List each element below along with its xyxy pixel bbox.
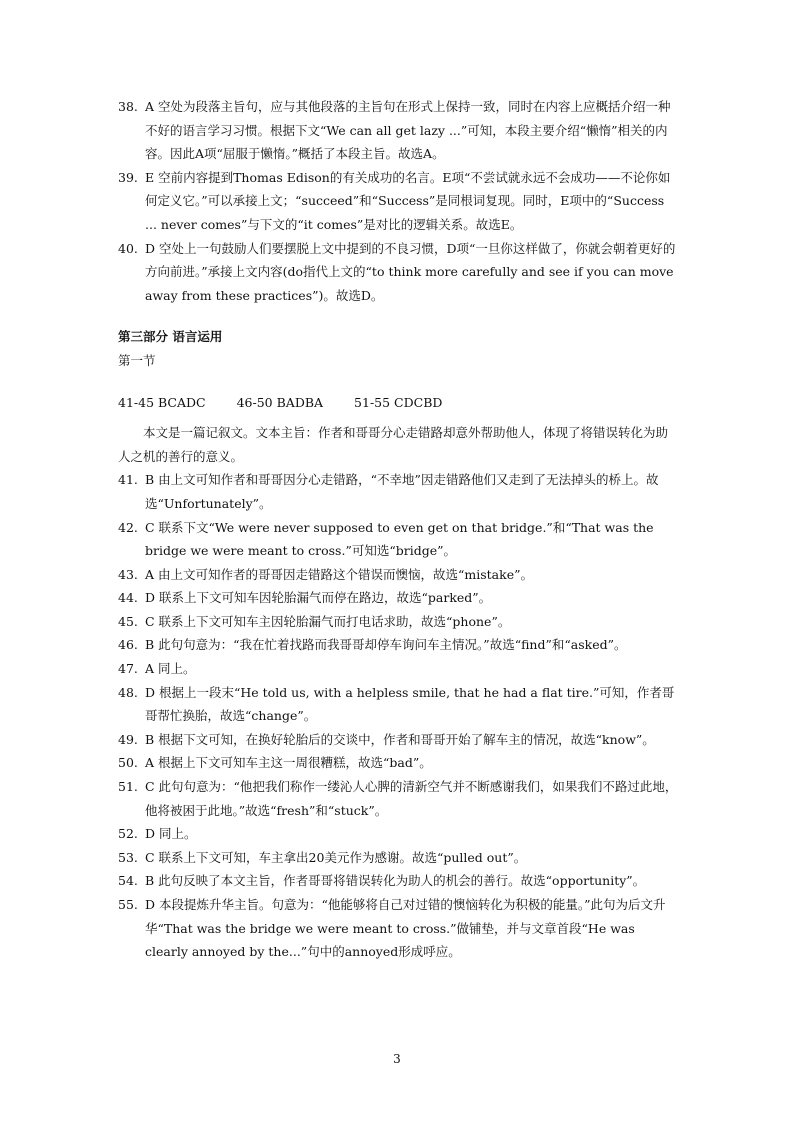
item-number: 42. — [118, 519, 138, 535]
answer-item-50 — [118, 751, 678, 775]
answer-key-group: 46-50 BADBA — [236, 394, 324, 410]
item-number: 54. — [118, 873, 138, 889]
answer-key-group: 51-55 CDCBD — [354, 394, 443, 410]
item-text: D 本段提炼升华主旨。句意为：“他能够将自己对过错的懊恼转化为积极的能量。”此句为后文升华“That was the bridge we were meant to cross.”做铺垫，并与文章首段“He was clearly annoyed by the...”句中的annoyed形成呼应。 — [145, 897, 666, 960]
item-number: 43. — [118, 566, 138, 582]
item-number: 55. — [118, 897, 138, 912]
answer-item-44 — [118, 586, 678, 610]
answer-item-43 — [118, 563, 678, 587]
cloze-explanations — [118, 468, 678, 963]
answer-item-41 — [118, 468, 678, 515]
answer-item-55 — [118, 893, 678, 964]
item-text: A 同上。 — [145, 661, 196, 677]
item-number: 38. — [118, 99, 138, 114]
item-text: D 同上。 — [145, 826, 197, 842]
item-number: 53. — [118, 849, 138, 865]
item-number: 47. — [118, 661, 138, 677]
item-text: C 联系下文“We were never supposed to even get on that bridge.”和“That was the bridge we were meant to cross.”可知选“bridge”。 — [145, 519, 654, 559]
answer-item-52 — [118, 822, 678, 846]
item-text: E 空前内容提到Thomas Edison的有关成功的名言。E项“不尝试就永远不会成功——不论你如何定义它。”可以承接上文；“succeed”和“Success”是同根词复现。同时，E项中的“Success ... never comes”与下文的“it comes”是对比的逻辑关系。故选E。 — [145, 169, 671, 232]
item-text: B 根据下文可知，在换好轮胎后的交谈中，作者和哥哥开始了解车主的情况，故选“know”。 — [145, 731, 655, 747]
answer-item-54 — [118, 869, 678, 893]
item-number: 40. — [118, 240, 138, 256]
answer-item-42 — [118, 516, 678, 563]
item-text: C 联系上下文可知，车主拿出20美元作为感谢。故选“pulled out”。 — [145, 849, 527, 865]
answer-key-group: 41-45 BCADC — [118, 394, 206, 410]
item-number: 45. — [118, 613, 138, 629]
item-text: A 由上文可知作者的哥哥因走错路这个错误而懊恼，故选“mistake”。 — [145, 566, 533, 582]
item-text: D 根据上一段末“He told us, with a helpless smile, that he had a flat tire.”可知，作者哥哥帮忙换胎，故选“change”。 — [145, 684, 675, 724]
answer-item-48 — [118, 681, 678, 728]
document-body — [118, 95, 678, 964]
item-number: 51. — [118, 779, 138, 795]
item-text: D 空处上一句鼓励人们要摆脱上文中提到的不良习惯，D项“一旦你这样做了，你就会朝着更好的方向前进。”承接上文内容(do指代上文的“to think more carefully and see if you can move away from these practices”)。故选D。 — [145, 240, 676, 303]
item-number: 46. — [118, 637, 138, 653]
reading-answers-38-40 — [118, 95, 678, 307]
section-title: 第三部分 语言运用 — [118, 329, 223, 345]
item-number: 50. — [118, 755, 138, 771]
answer-item-45 — [118, 610, 678, 634]
answer-item-40 — [118, 237, 678, 308]
item-text: B 此句句意为：“我在忙着找路而我哥哥却停车询问车主情况。”故选“find”和“asked”。 — [145, 637, 627, 653]
item-number: 48. — [118, 684, 138, 700]
answer-item-47 — [118, 657, 678, 681]
page-number: 3 — [393, 1052, 401, 1066]
item-number: 41. — [118, 472, 138, 488]
item-text: A 根据上下文可知车主这一周很糟糕，故选“bad”。 — [145, 755, 432, 771]
answer-key-line — [118, 391, 678, 415]
item-text: D 联系上下文可知车因轮胎漏气而停在路边，故选“parked”。 — [145, 590, 492, 606]
item-number: 44. — [118, 590, 138, 606]
answer-item-38 — [118, 95, 678, 166]
item-text: C 联系上下文可知车主因轮胎漏气而打电话求助，故选“phone”。 — [145, 613, 511, 629]
item-text: B 此句反映了本文主旨，作者哥哥将错误转化为助人的机会的善行。故选“opportunity”。 — [145, 873, 646, 889]
item-text: A 空处为段落主旨句，应与其他段落的主旨句在形式上保持一致，同时在内容上应概括介绍一种不好的语言学习习惯。根据下文“We can all get lazy ...”可知，本段主要介绍“懒惰”相关的内容。因此A项“屈服于懒惰。”概括了本段主旨。故选A。 — [145, 99, 671, 162]
answer-item-49 — [118, 728, 678, 752]
answer-item-46 — [118, 633, 678, 657]
item-number: 52. — [118, 826, 138, 842]
item-number: 39. — [118, 169, 138, 185]
item-text: C 此句句意为：“他把我们称作一缕沁人心脾的清新空气并不断感谢我们，如果我们不路过此地，他将被困于此地。”故选“fresh”和“stuck”。 — [145, 779, 678, 818]
item-number: 49. — [118, 731, 138, 747]
item-text: B 由上文可知作者和哥哥因分心走错路，“不幸地”因走错路他们又走到了无法掉头的桥上。故选“Unfortunately”。 — [145, 472, 659, 511]
subsection-title: 第一节 — [118, 352, 156, 368]
answer-item-51 — [118, 775, 678, 822]
answer-item-39 — [118, 166, 678, 237]
answer-item-53 — [118, 846, 678, 870]
passage-summary: 本文是一篇记叙文。文本主旨：作者和哥哥分心走错路却意外帮助他人，体现了将错误转化为助人之机的善行的意义。 — [118, 425, 669, 464]
